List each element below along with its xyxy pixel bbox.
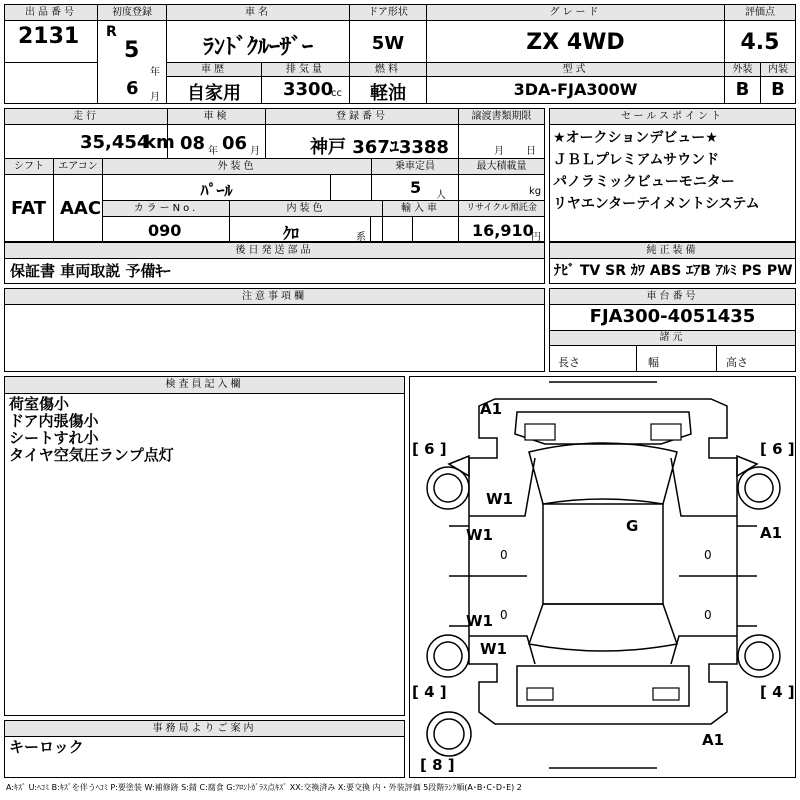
- score: 4.5: [740, 30, 780, 55]
- exterior-grade: B: [735, 79, 750, 100]
- tire-depth-rear-right: [ 4 ]: [760, 683, 795, 701]
- first-reg-label: 初度登録: [98, 5, 166, 21]
- damage-mark: A1: [702, 731, 725, 749]
- accessories-list: 保証書 車両取説 予備ｷｰ: [10, 262, 171, 280]
- tire-depth-rear-left: [ 4 ]: [412, 683, 447, 701]
- door-label: ドア形状: [350, 5, 426, 21]
- score-label: 評価点: [725, 5, 795, 21]
- damage-mark: W1: [466, 612, 493, 630]
- door-type: 5W: [371, 33, 405, 54]
- zero-mark: 0: [704, 548, 712, 562]
- lot-number: 2131: [18, 24, 80, 49]
- tire-depth-front-left: [ 6 ]: [412, 440, 447, 458]
- equipment-list: ﾅﾋﾞ TV SR ｶﾜ ABS ｴｱB ｱﾙﾐ PS PW: [554, 263, 793, 279]
- interior-grade: B: [771, 79, 785, 100]
- model: 3DA-FJA300W: [513, 80, 638, 99]
- car-name-label: 車名: [167, 5, 349, 21]
- sales-point-item: パノラミックビューモニター: [553, 174, 735, 190]
- first-reg-month: 6: [126, 78, 139, 99]
- spec-block: [4, 108, 545, 242]
- grade: ZX 4WD: [526, 30, 625, 55]
- zero-mark: 0: [500, 548, 508, 562]
- registration-number: 神戸 367ﾕ3388: [310, 137, 449, 158]
- inspector-note: タイヤ空気圧ランプ点灯: [9, 446, 174, 464]
- recycle-fee: 16,910: [472, 221, 534, 240]
- inspector-note: シートすれ小: [9, 429, 99, 447]
- era: R: [106, 24, 117, 40]
- interior-color: ｸﾛ: [283, 224, 300, 243]
- lot-number-label: 出品番号: [5, 5, 97, 21]
- car-name: ﾗﾝﾄﾞｸﾙｰｻﾞｰ: [202, 35, 313, 60]
- tire-depth-spare: [ 8 ]: [420, 756, 455, 774]
- displacement: 3300: [283, 79, 334, 100]
- damage-mark: G: [626, 517, 639, 535]
- car-diagram: [409, 376, 796, 778]
- color-number: 090: [148, 221, 182, 240]
- zero-mark: 0: [500, 608, 508, 622]
- fuel: 軽油: [370, 83, 406, 104]
- sales-point-item: リヤエンターテイメントシステム: [553, 196, 760, 212]
- history: 自家用: [187, 83, 241, 104]
- damage-mark: A1: [760, 524, 783, 542]
- chassis-number: FJA300-4051435: [589, 306, 756, 327]
- first-reg-year: 5: [124, 38, 140, 63]
- inspector-note: ドア内張傷小: [9, 412, 99, 430]
- legend: A:ｷｽﾞ U:ﾍｺﾐ B:ｷｽﾞを伴うﾍｺﾐ P:要塗装 W:補修跡 S:錆 C:腐食 G:ﾌﾛﾝﾄｶﾞﾗｽ点ｷｽﾞ XX:交換済み X:要交換 内・外装評価 5段階ﾗﾝｸ順(A･B･C･D･E) 2: [6, 783, 522, 792]
- office-note: キーロック: [9, 738, 84, 756]
- inspection-year: 08: [180, 133, 206, 154]
- damage-mark: W1: [486, 490, 513, 508]
- inspection-month: 06: [222, 133, 248, 154]
- exterior-color: ﾊﾟｰﾙ: [200, 181, 233, 200]
- capacity: 5: [410, 178, 422, 197]
- grade-label: グレード: [427, 5, 724, 21]
- air-conditioner: AAC: [60, 198, 102, 219]
- damage-mark: A1: [480, 400, 503, 418]
- inspector-note: 荷室傷小: [9, 395, 70, 413]
- zero-mark: 0: [704, 608, 712, 622]
- shift: FAT: [11, 198, 47, 219]
- tire-depth-front-right: [ 6 ]: [760, 440, 795, 458]
- sales-point-item: ★オークションデビュー★: [553, 130, 718, 146]
- damage-mark: W1: [466, 526, 493, 544]
- sales-point-item: ＪＢＬプレミアムサウンド: [553, 152, 720, 168]
- damage-mark: W1: [480, 640, 507, 658]
- mileage: 35,454: [80, 132, 150, 153]
